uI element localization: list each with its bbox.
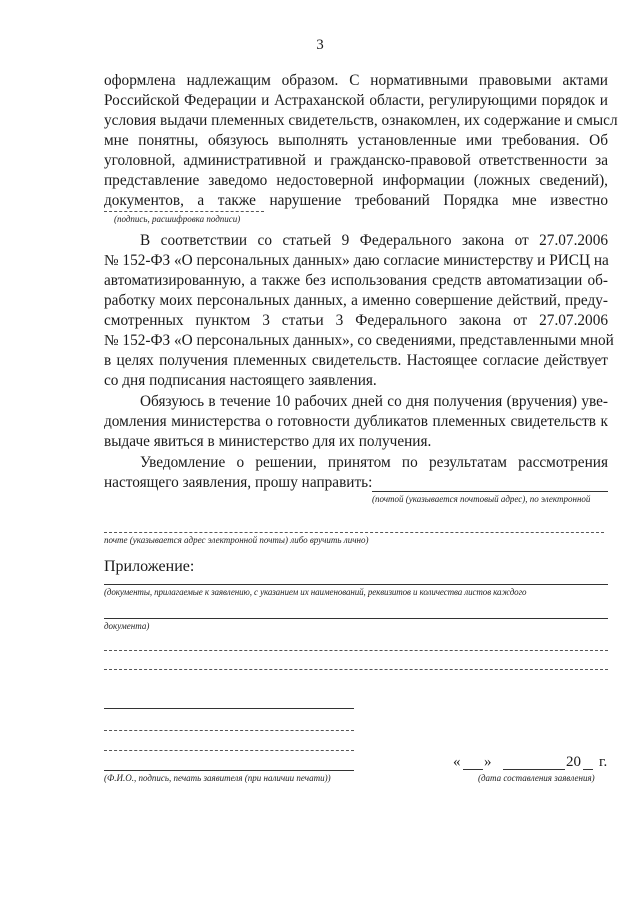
- signature-line: [104, 211, 264, 212]
- paragraph-1-line: Российской Федерации и Астраханской области, регулирующими порядок и: [104, 92, 608, 109]
- paragraph-3-line: выдаче явиться в министерство для их получения.: [104, 433, 432, 450]
- email-field[interactable]: [104, 532, 604, 533]
- date-year-field[interactable]: [583, 769, 593, 770]
- attachment-line[interactable]: [104, 584, 608, 585]
- paragraph-2-line: смотренных пунктом 3 статьи 3 Федерального закона от 27.07.2006: [104, 312, 608, 329]
- date-open-quote: «: [453, 754, 461, 770]
- paragraph-1-line: мне понятны, обязуюсь выполнять установленные ими требования. Об: [104, 132, 608, 149]
- page-number: 3: [316, 37, 324, 53]
- paragraph-1-line: уголовной, административной и гражданско-правовой ответственности за: [104, 152, 608, 169]
- paragraph-3-line: Обязуюсь в течение 10 рабочих дней со дня получения (вручения) уве-: [140, 393, 608, 410]
- fio-signature-line[interactable]: [104, 770, 354, 771]
- fio-line[interactable]: [104, 730, 354, 731]
- fio-line[interactable]: [104, 708, 354, 709]
- paragraph-1-line: документов, а также нарушение требований Порядка мне известно: [104, 192, 608, 209]
- paragraph-4-line: Уведомление о решении, принятом по результатам рассмотрения: [140, 454, 608, 471]
- paragraph-2-line: № 152-ФЗ «О персональных данных», со сведениями, представленными мной: [104, 332, 614, 349]
- paragraph-2-line: В соответствии со статьей 9 Федерального закона от 27.07.2006: [140, 232, 608, 249]
- paragraph-2-line: в целях получения племенных свидетельств. Настоящее согласие действует: [104, 352, 608, 369]
- fio-line[interactable]: [104, 750, 354, 751]
- caption-fio: (Ф.И.О., подпись, печать заявителя (при наличии печати)): [104, 773, 331, 783]
- caption-post: (почтой (указывается почтовый адрес), по электронной: [372, 494, 591, 504]
- caption-docs: (документы, прилагаемые к заявлению, с указанием их наименований, реквизитов и количества листов каждого: [104, 587, 527, 597]
- attachment-line[interactable]: [104, 650, 608, 651]
- paragraph-1-line: оформлена надлежащим образом. С нормативными правовыми актами: [104, 72, 608, 89]
- date-year-prefix: 20: [566, 754, 581, 770]
- paragraph-2-line: автоматизированную, а также без использования средств автоматизации об-: [104, 272, 608, 289]
- caption-docs-continued: документа): [104, 621, 150, 631]
- date-close-quote: »: [484, 754, 492, 770]
- paragraph-2-line: № 152-ФЗ «О персональных данных» даю согласие министерству и РИСЦ на: [104, 252, 609, 269]
- date-year-suffix: г.: [599, 754, 608, 770]
- date-month-field[interactable]: [503, 769, 565, 770]
- date-day-field[interactable]: [463, 769, 483, 770]
- caption-email: почте (указывается адрес электронной почты) либо вручить лично): [104, 535, 369, 545]
- attachment-label: Приложение:: [104, 558, 195, 575]
- paragraph-2-line: со дня подписания настоящего заявления.: [104, 372, 377, 389]
- paragraph-4-line: настоящего заявления, прошу направить:: [104, 474, 373, 491]
- attachment-line[interactable]: [104, 618, 608, 619]
- paragraph-3-line: домления министерства о готовности дубликатов племенных свидетельств к: [104, 413, 608, 430]
- paragraph-2-line: работку моих персональных данных, а именно совершение действий, преду-: [104, 292, 608, 309]
- paragraph-1-line: представление заведомо недостоверной информации (ложных сведений),: [104, 172, 608, 189]
- attachment-line[interactable]: [104, 669, 608, 670]
- caption-signature: (подпись, расшифровка подписи): [114, 214, 241, 224]
- delivery-method-field[interactable]: [372, 491, 608, 492]
- paragraph-1-line: условия выдачи племенных свидетельств, ознакомлен, их содержание и смысл: [104, 112, 618, 129]
- caption-date: (дата составления заявления): [478, 773, 595, 783]
